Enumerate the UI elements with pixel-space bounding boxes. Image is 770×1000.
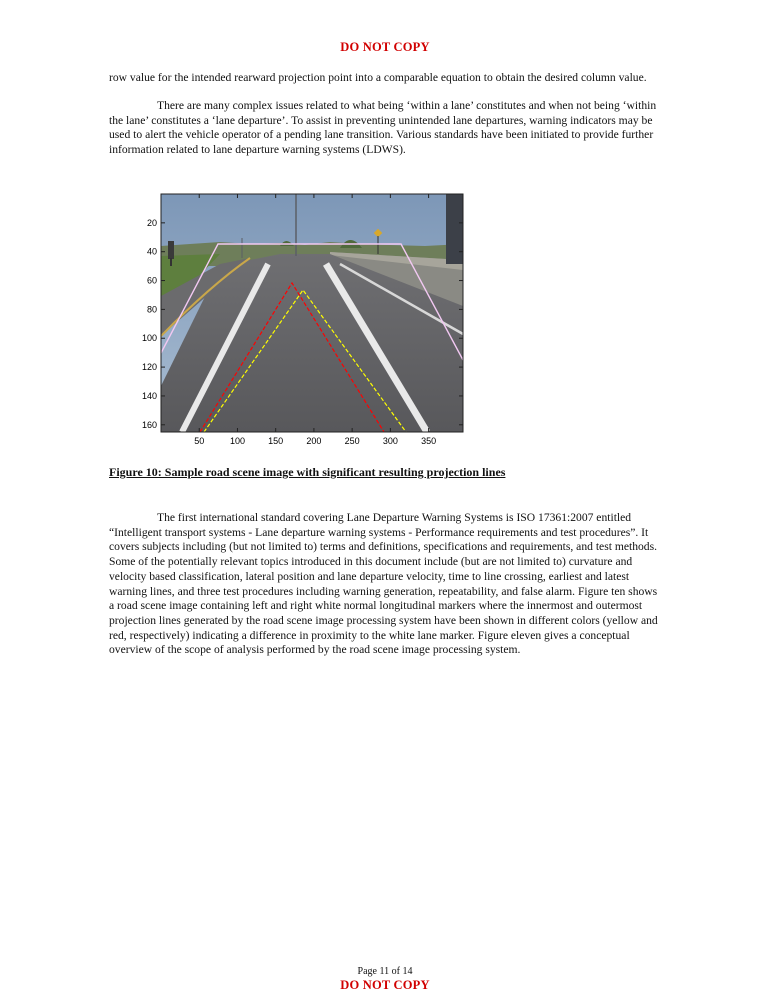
watermark-bottom: DO NOT COPY [340,978,430,992]
x-tick-label: 200 [306,436,322,446]
road-scene-image [161,194,463,432]
x-tick-label: 350 [421,436,437,446]
y-tick-label: 140 [141,390,157,401]
watermark-top: DO NOT COPY [340,40,430,54]
y-tick-label: 60 [146,275,157,286]
x-tick-label: 300 [382,436,398,446]
page-number: Page 11 of 14 [357,966,413,977]
paragraph-3: The first international standard covering Lane Departure Warning Systems is ISO 17361:2007 entitled “Intelligent transport systems - Lane departure warning systems - Performance requirements and test procedures”. It covers subjects including (but not limited to) terms and definitions, specifications and requirements, and test methods. Some of the potentially relevant topics introduced in this document include (but are not limited to) curvature and velocity based classification, lateral position and lane departure velocity, time to line crossing, earliest and latest warning lines, and three test procedures including warning generation, repeatability, and false alarm. Figure ten shows a road scene image containing left and right white normal longitudinal markers where the innermost and outermost projection lines generated by the road scene image processing system have been shown in different colors (yellow and red, respectively) indicating a difference in proximity to the white lane marker. Figure eleven gives a conceptual overview of the scope of analysis performed by the road scene image processing system. [109,511,658,657]
x-tick-label: 100 [229,436,245,446]
figure-10 [130,186,470,461]
y-tick-label: 40 [146,246,157,257]
x-tick-label: 50 [194,436,205,446]
road-scene-plot [130,186,470,456]
y-tick-label: 20 [146,217,157,228]
x-tick-label: 150 [268,436,284,446]
x-tick-label: 250 [344,436,360,446]
paragraph-1: row value for the intended rearward projection point into a comparable equation to obtain the desired column value. [109,71,647,84]
y-tick-label: 100 [141,333,157,344]
y-tick-label: 80 [146,304,157,315]
paragraph-2: There are many complex issues related to what being ‘within a lane’ constitutes and when not being ‘within the lane’ constitutes a ‘lane departure’. To assist in preventing unintended lane departures, warning indicators may be used to alert the vehicle operator of a pending lane transition. Various standards have been initiated to provide further information related to lane departure warning systems (LDWS). [109,99,657,157]
figure-caption: Figure 10: Sample road scene image with significant resulting projection lines [109,465,506,479]
y-tick-label: 120 [141,362,157,373]
y-tick-label: 160 [141,419,157,430]
